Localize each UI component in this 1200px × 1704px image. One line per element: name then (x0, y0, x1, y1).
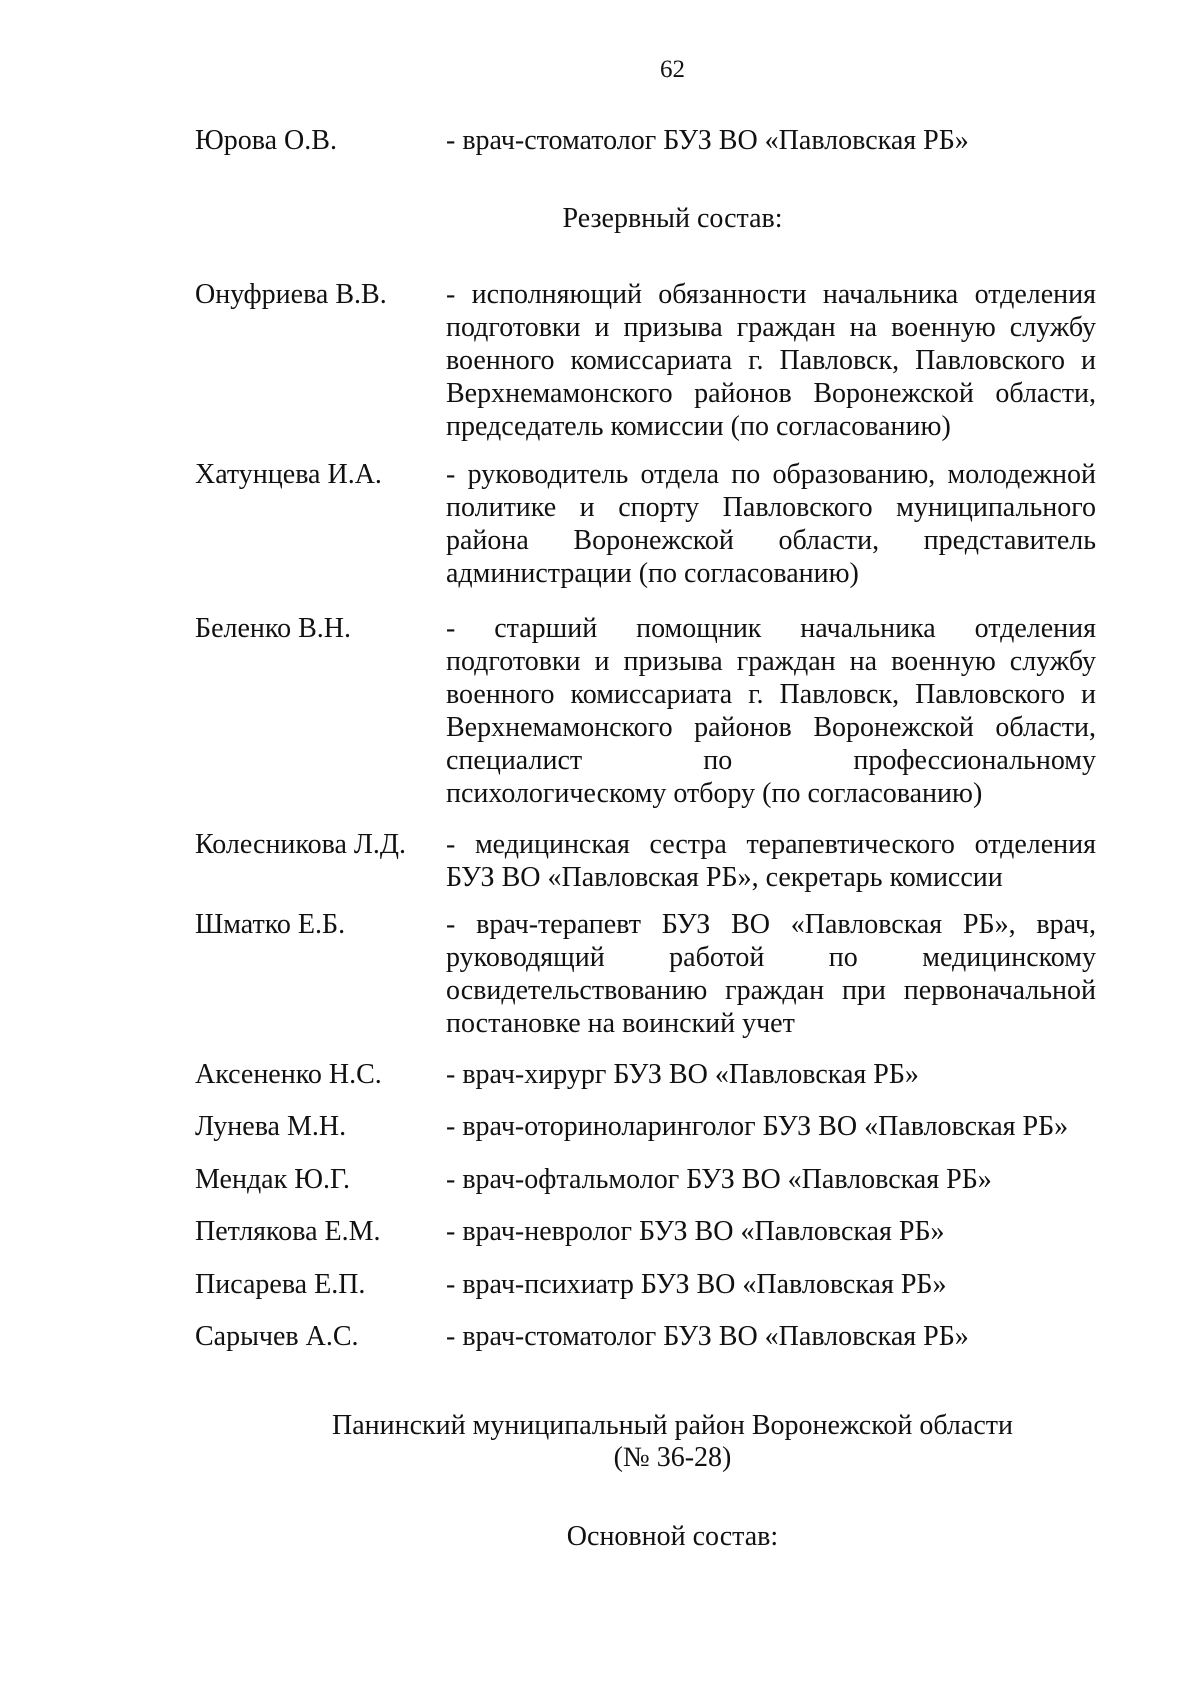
member-role-line: психологическому отбору (по согласованию) (446, 778, 983, 809)
member-role-line: - врач-хирург БУЗ ВО «Павловская РБ» (446, 1059, 919, 1090)
member-name: Онуфриева В.В. (195, 279, 387, 310)
member-role-line: военного комиссариата г. Павловск, Павловского и (446, 345, 1096, 376)
member-role-line: специалист по профессиональному (446, 745, 1096, 776)
member-name: Беленко В.Н. (195, 613, 351, 644)
member-role (446, 908, 1096, 1040)
member-name: Сарычев А.С. (195, 1321, 359, 1352)
member-role-line: - врач-оториноларинголог БУЗ ВО «Павловская РБ» (446, 1111, 1069, 1142)
member-role-line: БУЗ ВО «Павловская РБ», секретарь комиссии (446, 862, 1003, 893)
member-role-line: политике и спорту Павловского муниципального (446, 492, 1096, 523)
member-role-line: Верхнемамонского районов Воронежской области, (446, 712, 1096, 743)
reserve-heading: Резервный состав: (562, 203, 783, 234)
member-role-line: администрации (по согласованию) (446, 558, 859, 589)
main-heading: Основной состав: (566, 1521, 779, 1552)
member-name: Колесникова Л.Д. (195, 829, 406, 860)
member-role-line: - врач-психиатр БУЗ ВО «Павловская РБ» (446, 1269, 947, 1300)
member-role: - врач-стоматолог БУЗ ВО «Павловская РБ» (446, 125, 969, 156)
member-name: Лунева М.Н. (195, 1111, 347, 1142)
member-role (446, 828, 1096, 894)
member-role (446, 1215, 1096, 1248)
member-role-line: руководящий работой по медицинскому (446, 942, 1096, 973)
member-role (446, 458, 1096, 590)
member-name: Петлякова Е.М. (195, 1216, 381, 1247)
member-name: Мендак Ю.Г. (195, 1164, 351, 1195)
member-role-line: постановке на воинский учет (446, 1008, 795, 1039)
member-role-line: освидетельствованию граждан при первоначальной (446, 975, 1096, 1006)
member-role-line: района Воронежской области, представитель (446, 525, 1096, 556)
member-name: Писарева Е.П. (195, 1269, 366, 1300)
member-role-line: подготовки и призыва граждан на военную службу (446, 312, 1096, 343)
member-role-line: - медицинская сестра терапевтического отделения (446, 829, 1096, 860)
member-role (446, 612, 1096, 810)
member-role-line: - врач-терапевт БУЗ ВО «Павловская РБ», врач, (446, 909, 1096, 940)
member-role-line: военного комиссариата г. Павловск, Павловского и (446, 679, 1096, 710)
member-name: Аксененко Н.С. (195, 1059, 382, 1090)
member-role-line: - старший помощник начальника отделения (446, 613, 1096, 644)
district-heading-line2: (№ 36-28) (613, 1442, 732, 1473)
member-role-line: - исполняющий обязанности начальника отделения (446, 279, 1096, 310)
member-role-line: Верхнемамонского районов Воронежской области, (446, 378, 1096, 409)
member-role (446, 1058, 1096, 1091)
member-role (446, 1110, 1096, 1143)
member-role (446, 1320, 1096, 1353)
member-role (446, 278, 1096, 443)
page-number: 62 (660, 56, 685, 83)
member-role-line: - врач-невролог БУЗ ВО «Павловская РБ» (446, 1216, 945, 1247)
member-role (446, 1268, 1096, 1301)
district-heading-line1: Панинский муниципальный район Воронежской области (332, 1410, 1013, 1441)
member-role-line: - руководитель отдела по образованию, молодежной (446, 459, 1096, 490)
member-name: Хатунцева И.А. (195, 459, 382, 490)
member-role-line: - врач-стоматолог БУЗ ВО «Павловская РБ» (446, 1321, 969, 1352)
member-role (446, 1163, 1096, 1196)
member-role-line: подготовки и призыва граждан на военную службу (446, 646, 1096, 677)
member-role-line: - врач-офтальмолог БУЗ ВО «Павловская РБ» (446, 1164, 992, 1195)
member-name: Шматко Е.Б. (195, 909, 346, 940)
member-role-line: председатель комиссии (по согласованию) (446, 411, 951, 442)
member-name: Юрова О.В. (195, 125, 337, 156)
